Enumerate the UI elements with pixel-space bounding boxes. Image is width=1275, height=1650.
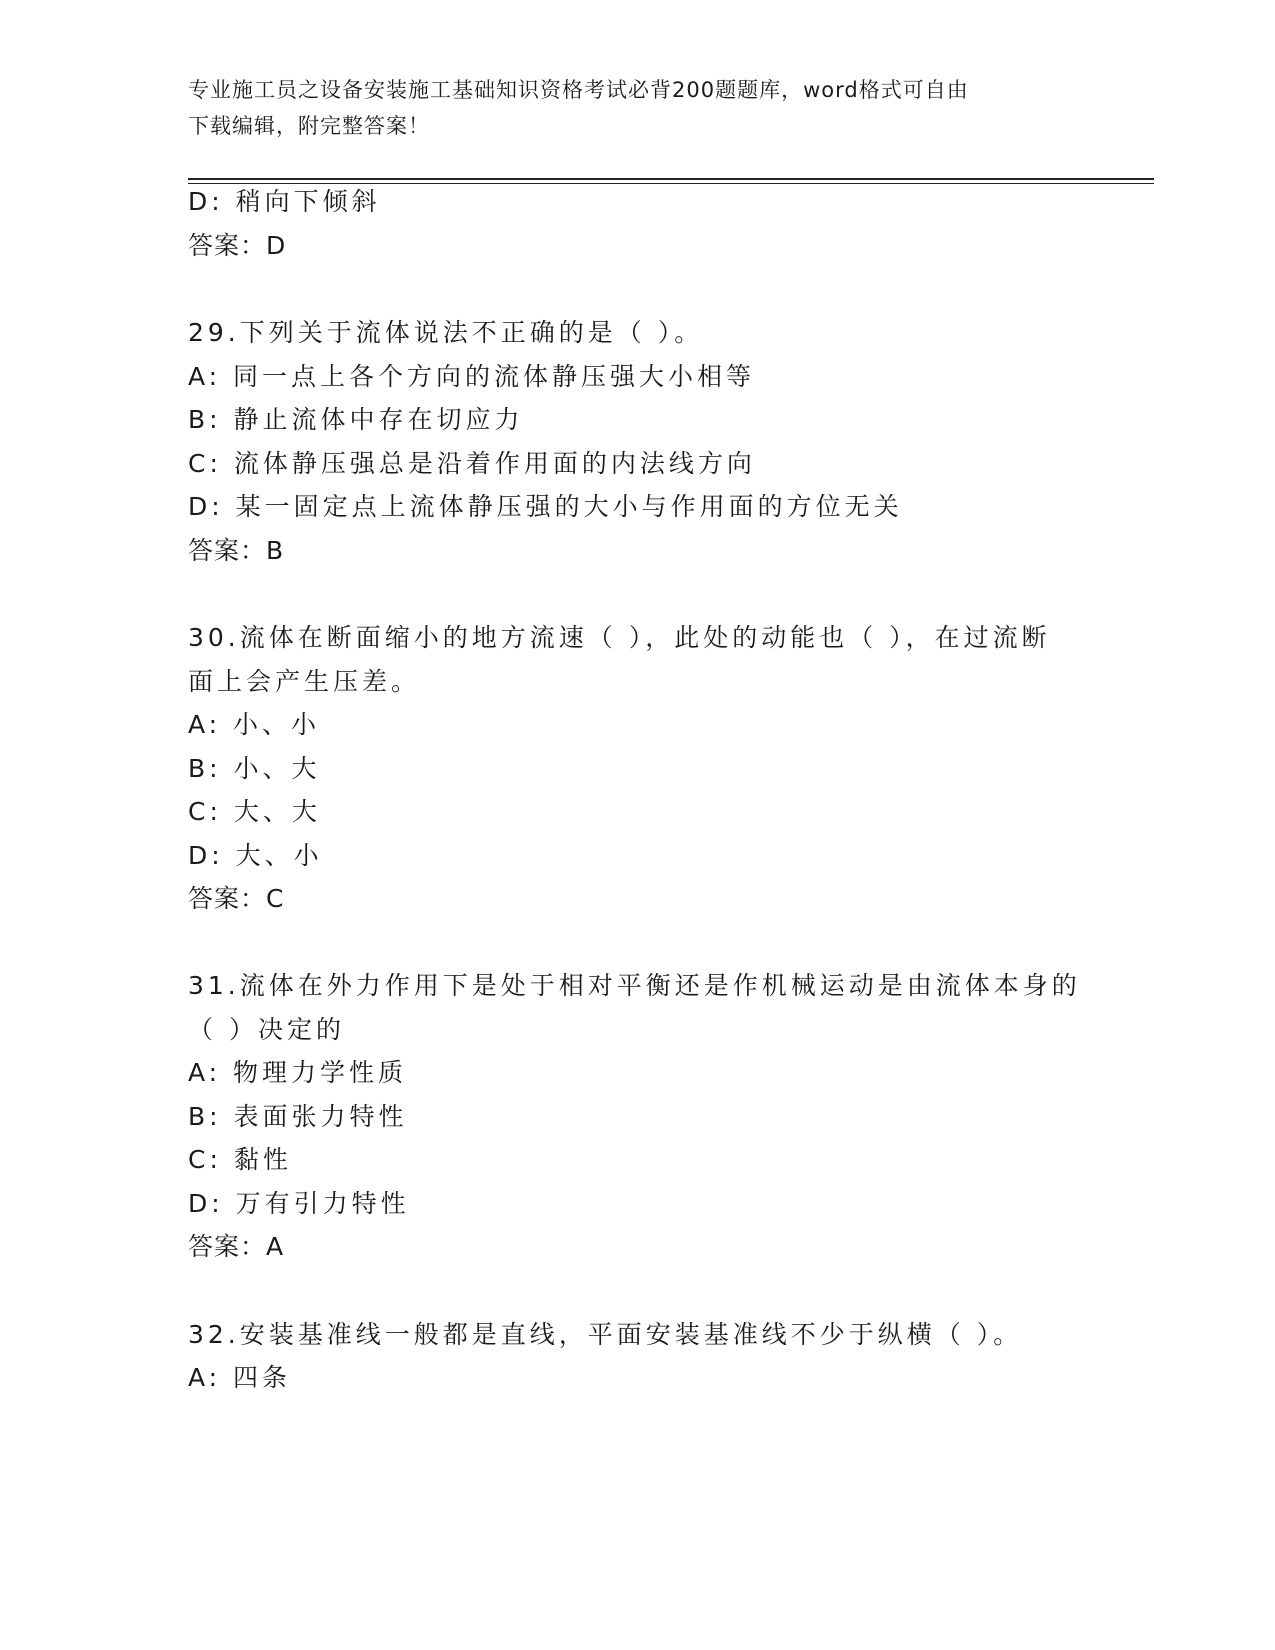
q30-option-d: D: 大、小: [188, 841, 323, 870]
q30-stem-line-1: 30.流体在断面缩小的地方流速（ ），此处的动能也（ ），在过流断: [188, 623, 1051, 652]
header-divider-thin: [188, 183, 1154, 184]
q31-stem-line-2: （ ）决定的: [188, 1015, 345, 1044]
q31-option-c: C: 黏性: [188, 1145, 292, 1174]
q28-option-d: D: 稍向下倾斜: [188, 187, 381, 216]
q31-stem-line-1: 31.流体在外力作用下是处于相对平衡还是作机械运动是由流体本身的: [188, 971, 1081, 1000]
q29-answer: 答案：B: [188, 536, 285, 565]
q31-option-d: D: 万有引力特性: [188, 1189, 410, 1218]
q29-option-c: C: 流体静压强总是沿着作用面的内法线方向: [188, 449, 756, 478]
header-divider-thick: [188, 178, 1154, 180]
q29-stem: 29.下列关于流体说法不正确的是（ ）。: [188, 318, 704, 347]
q31-option-b: B: 表面张力特性: [188, 1102, 408, 1131]
header-title-line-2: 下载编辑，附完整答案！: [188, 114, 430, 138]
q32-option-a: A: 四条: [188, 1363, 292, 1392]
q31-option-a: A: 物理力学性质: [188, 1058, 408, 1087]
q29-option-a: A: 同一点上各个方向的流体静压强大小相等: [188, 362, 756, 391]
q30-option-c: C: 大、大: [188, 797, 321, 826]
q28-answer: 答案：D: [188, 231, 287, 260]
q29-option-d: D: 某一固定点上流体静压强的大小与作用面的方位无关: [188, 492, 903, 521]
q31-answer: 答案：A: [188, 1232, 285, 1261]
q30-answer: 答案：C: [188, 884, 285, 913]
document-header: [188, 72, 1068, 144]
q30-stem-line-2: 面上会产生压差。: [188, 667, 421, 696]
header-title-line-1: 专业施工员之设备安装施工基础知识资格考试必背200题题库，word格式可自由: [188, 78, 969, 102]
q30-option-a: A: 小、小: [188, 710, 321, 739]
q32-stem: 32.安装基准线一般都是直线，平面安装基准线不少于纵横（ ）。: [188, 1320, 1023, 1349]
q30-option-b: B: 小、大: [188, 754, 321, 783]
q29-option-b: B: 静止流体中存在切应力: [188, 405, 524, 434]
